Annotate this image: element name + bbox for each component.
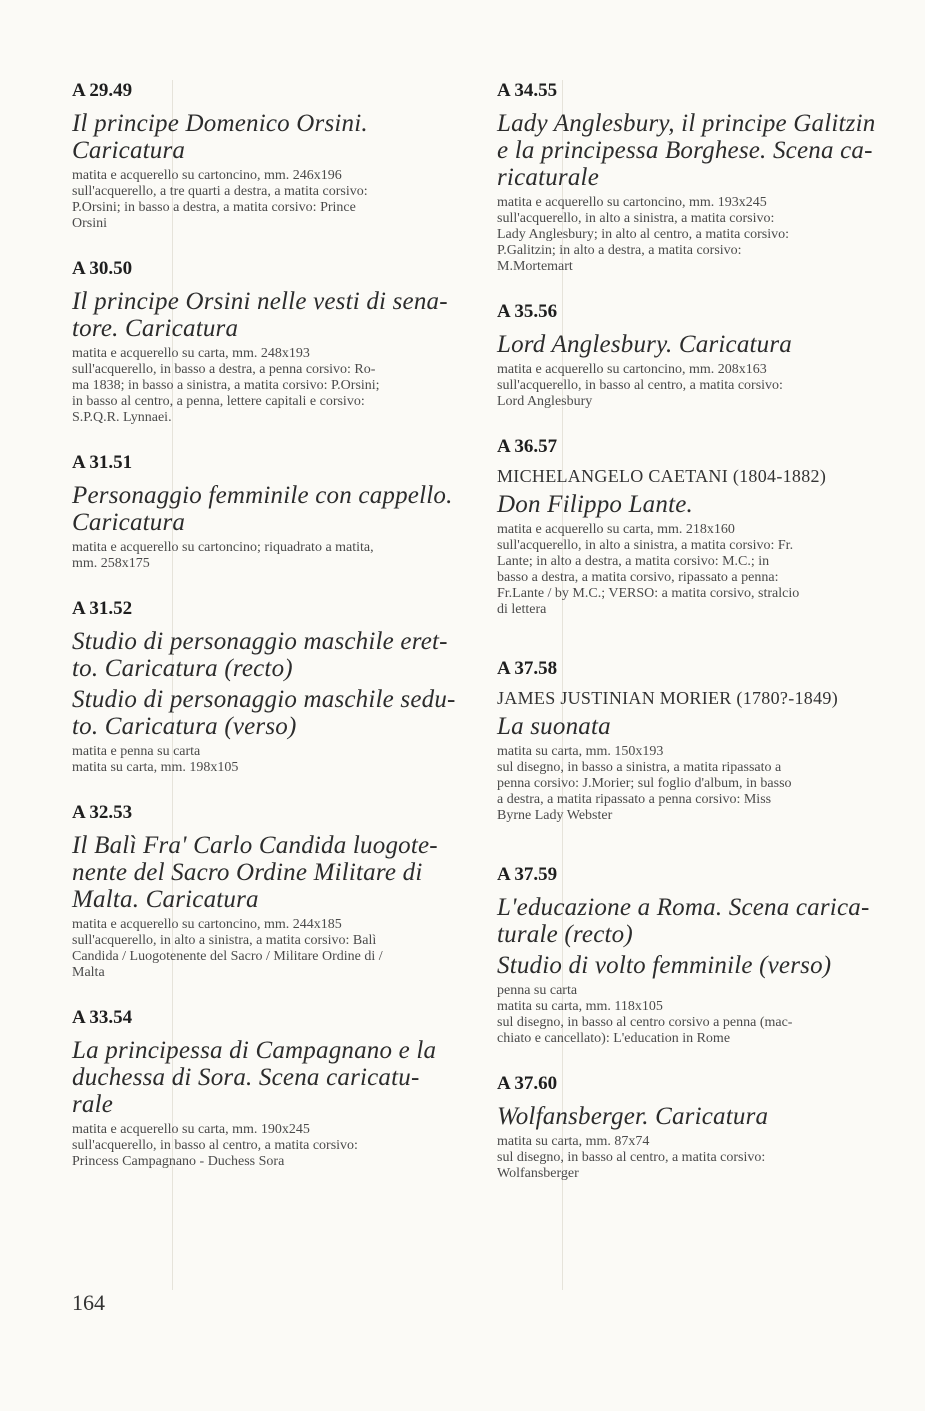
entry-code: A 34.55	[497, 80, 558, 101]
entry-code: A 35.56	[497, 301, 558, 322]
catalog-column-left	[72, 80, 470, 1196]
entry-code: A 33.54	[72, 1007, 133, 1028]
entry-title: Il principe Domenico Orsini. Caricatura	[72, 110, 368, 164]
entry-title: Il Balì Fra' Carlo Candida luogote- nente del Sacro Ordine Militare di Malta. Caricatura	[72, 832, 438, 913]
entry-title: Lady Anglesbury, il principe Galitzin e la principessa Borghese. Scena ca- ricaturale	[497, 110, 876, 191]
entry-title-verso: Studio di personaggio maschile sedu- to. Caricatura (verso)	[72, 686, 456, 740]
page-number: 164	[72, 1290, 105, 1315]
entry-title-verso: Studio di volto femminile (verso)	[497, 952, 832, 979]
entry-details: matita e acquerello su carta, mm. 190x245 sull'acquerello, in basso al centro, a matita corsivo: Princess Campagnano - Duchess Sora	[72, 1122, 358, 1169]
entry-artist: MICHELANGELO CAETANI (1804-1882)	[497, 466, 827, 486]
entry-details: matita e acquerello su carta, mm. 218x160 sull'acquerello, in alto a sinistra, a matita corsivo: Fr. Lante; in alto a destra, a matita corsivo: M.C.; in basso a destra, a matita corsivo, ripassato a penna: Fr.Lante / by M.C.; VERSO: a matita corsivo, stralcio di lettera	[497, 522, 800, 617]
entry-details: matita e acquerello su cartoncino, mm. 208x163 sull'acquerello, in basso al centro, a matita corsivo: Lord Anglesbury	[497, 362, 783, 409]
catalog-entry	[497, 658, 893, 824]
catalog-entry	[72, 80, 470, 232]
entry-title: La suonata	[497, 713, 611, 740]
catalog-entry	[72, 258, 470, 426]
entry-details: matita e penna su carta matita su carta, mm. 198x105	[72, 744, 239, 775]
entry-details: matita e acquerello su cartoncino, mm. 244x185 sull'acquerello, in alto a sinistra, a matita corsivo: Balì Candida / Luogotenente del Sacro / Militare Ordine di / Malta	[72, 917, 383, 980]
entry-code: A 37.60	[497, 1073, 558, 1094]
entry-title: Studio di personaggio maschile eret- to. Caricatura (recto)	[72, 628, 448, 682]
entry-code: A 31.52	[72, 598, 133, 619]
entry-code: A 37.59	[497, 864, 558, 885]
entry-title: Il principe Orsini nelle vesti di sena- tore. Caricatura	[72, 288, 448, 342]
entry-title: Wolfansberger. Caricatura	[497, 1103, 769, 1130]
entry-code: A 29.49	[72, 80, 133, 101]
entry-title: Don Filippo Lante.	[497, 491, 693, 518]
entry-title: La principessa di Campagnano e la duchessa di Sora. Scena caricatu- rale	[72, 1037, 437, 1118]
entry-details: matita e acquerello su cartoncino, mm. 193x245 sull'acquerello, in alto a sinistra, a matita corsivo: Lady Anglesbury; in alto al centro, a matita corsivo: P.Galitzin; in alto a destra, a matita corsivo: M.Mortemart	[497, 195, 789, 274]
entry-details: matita su carta, mm. 87x74 sul disegno, in basso al centro, a matita corsivo: Wolfansberger	[497, 1134, 766, 1181]
entry-details: matita e acquerello su cartoncino; riquadrato a matita, mm. 258x175	[72, 540, 374, 571]
catalog-column-right	[497, 80, 893, 1208]
catalog-entry	[497, 864, 893, 1047]
catalog-entry	[72, 802, 470, 981]
entry-title: Lord Anglesbury. Caricatura	[497, 331, 793, 358]
catalog-entry	[72, 598, 470, 776]
entry-code: A 36.57	[497, 436, 558, 457]
entry-artist: JAMES JUSTINIAN MORIER (1780?-1849)	[497, 688, 838, 708]
entry-details: matita e acquerello su carta, mm. 248x193 sull'acquerello, in basso a destra, a penna corsivo: Ro- ma 1838; in basso a sinistra, a matita corsivo: P.Orsini; in basso al centro, a penna, lettere capitali e corsivo: S.P.Q.R. Lynnaei.	[72, 346, 380, 425]
entry-code: A 32.53	[72, 802, 133, 823]
entry-title: Personaggio femminile con cappello. Caricatura	[72, 482, 453, 536]
entry-details: matita su carta, mm. 150x193 sul disegno, in basso a sinistra, a matita ripassato a penna corsivo: J.Morier; sul foglio d'album, in basso a destra, a matita ripassato a penna corsivo: Miss Byrne Lady Webster	[497, 744, 792, 823]
entry-code: A 37.58	[497, 658, 558, 679]
catalog-entry	[497, 301, 893, 410]
entry-details: matita e acquerello su cartoncino, mm. 246x196 sull'acquerello, a tre quarti a destra, a matita corsivo: P.Orsini; in basso a destra, a matita corsivo: Prince Orsini	[72, 168, 368, 231]
entry-details: penna su carta matita su carta, mm. 118x105 sul disegno, in basso al centro corsivo a penna (mac- chiato e cancellato): L'education in Rome	[497, 983, 793, 1046]
entry-code: A 30.50	[72, 258, 133, 279]
catalog-entry	[497, 80, 893, 275]
catalog-entry	[72, 452, 470, 572]
entry-code: A 31.51	[72, 452, 133, 473]
catalog-entry	[72, 1007, 470, 1170]
catalog-entry	[497, 1073, 893, 1182]
entry-title: L'educazione a Roma. Scena carica- turale (recto)	[497, 894, 870, 948]
catalog-entry	[497, 436, 893, 618]
